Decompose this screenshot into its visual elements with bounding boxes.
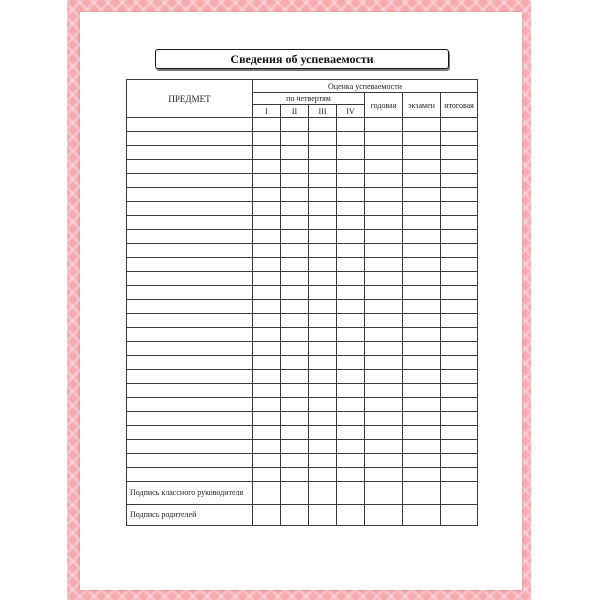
grade-cell[interactable] [337, 174, 365, 188]
grade-cell[interactable] [281, 468, 309, 482]
grade-cell[interactable] [309, 412, 337, 426]
grade-cell[interactable] [253, 202, 281, 216]
subject-cell[interactable] [127, 384, 253, 398]
grade-cell[interactable] [337, 468, 365, 482]
grade-cell[interactable] [337, 314, 365, 328]
subject-cell[interactable] [127, 370, 253, 384]
table-row [127, 440, 478, 454]
signature-cell[interactable] [365, 482, 403, 505]
grade-cell[interactable] [253, 412, 281, 426]
grade-cell[interactable] [253, 384, 281, 398]
quarters-header: по четвертям [253, 93, 365, 105]
signature-cell[interactable] [441, 482, 478, 505]
class-teacher-signature-label: Подпись классного руководителя [127, 482, 253, 505]
grade-cell[interactable] [403, 426, 441, 440]
table-row [127, 258, 478, 272]
signature-cell[interactable] [253, 505, 281, 526]
grade-cell[interactable] [253, 244, 281, 258]
grade-cell[interactable] [309, 216, 337, 230]
subject-cell[interactable] [127, 160, 253, 174]
subject-cell[interactable] [127, 202, 253, 216]
grade-cell[interactable] [365, 384, 403, 398]
grade-cell[interactable] [337, 440, 365, 454]
grades-header: Оценка успеваемости [253, 80, 478, 93]
grade-cell[interactable] [281, 342, 309, 356]
grade-cell[interactable] [365, 356, 403, 370]
grade-cell[interactable] [253, 216, 281, 230]
grade-cell[interactable] [441, 412, 478, 426]
grade-cell[interactable] [337, 272, 365, 286]
table-row [127, 160, 478, 174]
grade-cell[interactable] [441, 146, 478, 160]
grade-cell[interactable] [253, 328, 281, 342]
grade-cell[interactable] [365, 118, 403, 132]
grade-cell[interactable] [403, 188, 441, 202]
grade-cell[interactable] [441, 216, 478, 230]
grade-cell[interactable] [309, 272, 337, 286]
table-row [127, 356, 478, 370]
subject-cell[interactable] [127, 300, 253, 314]
grade-cell[interactable] [281, 328, 309, 342]
grade-cell[interactable] [365, 426, 403, 440]
grade-cell[interactable] [403, 412, 441, 426]
grade-cell[interactable] [365, 230, 403, 244]
final-header: итоговая [441, 93, 478, 118]
parents-signature-label: Подпись родителей [127, 505, 253, 526]
subject-cell[interactable] [127, 230, 253, 244]
signature-cell[interactable] [337, 505, 365, 526]
signature-cell[interactable] [309, 505, 337, 526]
grade-cell[interactable] [281, 244, 309, 258]
grade-cell[interactable] [403, 202, 441, 216]
table-row [127, 468, 478, 482]
grade-cell[interactable] [337, 244, 365, 258]
grade-cell[interactable] [441, 132, 478, 146]
table-row [127, 398, 478, 412]
grade-cell[interactable] [337, 412, 365, 426]
grade-cell[interactable] [337, 454, 365, 468]
grade-cell[interactable] [309, 468, 337, 482]
grade-cell[interactable] [403, 216, 441, 230]
grade-cell[interactable] [337, 356, 365, 370]
quarter-4-header: IV [337, 105, 365, 118]
grade-cell[interactable] [441, 440, 478, 454]
signature-cell[interactable] [365, 505, 403, 526]
grade-cell[interactable] [253, 146, 281, 160]
subject-cell[interactable] [127, 216, 253, 230]
grade-cell[interactable] [309, 314, 337, 328]
grade-cell[interactable] [441, 258, 478, 272]
subject-cell[interactable] [127, 258, 253, 272]
grade-cell[interactable] [281, 132, 309, 146]
signature-cell[interactable] [253, 482, 281, 505]
exam-header: экзамен [403, 93, 441, 118]
table-row [127, 118, 478, 132]
grade-cell[interactable] [337, 160, 365, 174]
grade-cell[interactable] [403, 398, 441, 412]
subject-cell[interactable] [127, 272, 253, 286]
grade-cell[interactable] [253, 258, 281, 272]
grade-cell[interactable] [441, 286, 478, 300]
table-row [127, 300, 478, 314]
grade-cell[interactable] [337, 398, 365, 412]
grade-cell[interactable] [281, 174, 309, 188]
grade-cell[interactable] [253, 272, 281, 286]
grade-cell[interactable] [281, 230, 309, 244]
grade-cell[interactable] [403, 300, 441, 314]
grade-cell[interactable] [337, 384, 365, 398]
table-row [127, 342, 478, 356]
table-row [127, 272, 478, 286]
grade-cell[interactable] [253, 188, 281, 202]
grade-cell[interactable] [309, 160, 337, 174]
grade-cell[interactable] [365, 216, 403, 230]
grade-cell[interactable] [281, 426, 309, 440]
grade-cell[interactable] [365, 132, 403, 146]
grade-cell[interactable] [403, 230, 441, 244]
grade-cell[interactable] [337, 230, 365, 244]
grade-cell[interactable] [281, 412, 309, 426]
grade-cell[interactable] [441, 272, 478, 286]
grade-cell[interactable] [403, 174, 441, 188]
grade-cell[interactable] [281, 202, 309, 216]
page-title: Сведения об успеваемости [155, 49, 449, 69]
grade-cell[interactable] [309, 356, 337, 370]
grade-cell[interactable] [253, 356, 281, 370]
table-row [127, 146, 478, 160]
grade-cell[interactable] [403, 132, 441, 146]
grade-cell[interactable] [253, 342, 281, 356]
grade-cell[interactable] [281, 356, 309, 370]
table-row [127, 286, 478, 300]
grade-cell[interactable] [441, 356, 478, 370]
grade-cell[interactable] [403, 314, 441, 328]
grade-cell[interactable] [365, 188, 403, 202]
grade-cell[interactable] [365, 412, 403, 426]
grades-table [126, 79, 478, 526]
subject-cell[interactable] [127, 412, 253, 426]
grade-cell[interactable] [309, 370, 337, 384]
table-row [127, 412, 478, 426]
grade-cell[interactable] [253, 174, 281, 188]
grade-cell[interactable] [441, 174, 478, 188]
signature-cell[interactable] [309, 482, 337, 505]
grade-cell[interactable] [337, 118, 365, 132]
grade-cell[interactable] [441, 300, 478, 314]
grade-cell[interactable] [403, 328, 441, 342]
grade-cell[interactable] [403, 244, 441, 258]
subject-cell[interactable] [127, 342, 253, 356]
grade-cell[interactable] [281, 146, 309, 160]
grade-cell[interactable] [309, 202, 337, 216]
quarter-3-header: III [309, 105, 337, 118]
grade-cell[interactable] [365, 258, 403, 272]
grade-cell[interactable] [309, 258, 337, 272]
signature-cell[interactable] [403, 505, 441, 526]
grade-cell[interactable] [403, 342, 441, 356]
grade-cell[interactable] [365, 244, 403, 258]
grade-cell[interactable] [403, 356, 441, 370]
grade-cell[interactable] [441, 230, 478, 244]
grade-cell[interactable] [309, 342, 337, 356]
grade-cell[interactable] [309, 398, 337, 412]
grade-cell[interactable] [403, 454, 441, 468]
grade-cell[interactable] [281, 272, 309, 286]
table-row [127, 426, 478, 440]
signature-cell[interactable] [281, 505, 309, 526]
grade-cell[interactable] [337, 216, 365, 230]
subject-cell[interactable] [127, 118, 253, 132]
grade-cell[interactable] [365, 286, 403, 300]
grade-cell[interactable] [309, 146, 337, 160]
grade-cell[interactable] [253, 286, 281, 300]
grade-cell[interactable] [309, 174, 337, 188]
grade-cell[interactable] [281, 216, 309, 230]
grade-cell[interactable] [253, 398, 281, 412]
grade-cell[interactable] [365, 272, 403, 286]
grade-cell[interactable] [365, 454, 403, 468]
grade-cell[interactable] [337, 258, 365, 272]
subject-cell[interactable] [127, 398, 253, 412]
grade-cell[interactable] [403, 160, 441, 174]
grade-cell[interactable] [441, 328, 478, 342]
grade-cell[interactable] [403, 440, 441, 454]
grade-cell[interactable] [441, 160, 478, 174]
grade-cell[interactable] [403, 272, 441, 286]
grade-cell[interactable] [309, 132, 337, 146]
subject-cell[interactable] [127, 314, 253, 328]
signature-cell[interactable] [403, 482, 441, 505]
grade-cell[interactable] [441, 370, 478, 384]
subject-cell[interactable] [127, 132, 253, 146]
grade-cell[interactable] [253, 468, 281, 482]
table-row [127, 370, 478, 384]
subject-cell[interactable] [127, 356, 253, 370]
grade-cell[interactable] [441, 384, 478, 398]
grade-cell[interactable] [403, 384, 441, 398]
table-row [127, 216, 478, 230]
grade-cell[interactable] [403, 146, 441, 160]
grade-cell[interactable] [441, 468, 478, 482]
subject-cell[interactable] [127, 440, 253, 454]
grade-cell[interactable] [281, 188, 309, 202]
table-row [127, 202, 478, 216]
quarter-1-header: I [253, 105, 281, 118]
grade-cell[interactable] [441, 314, 478, 328]
grade-cell[interactable] [253, 132, 281, 146]
grade-cell[interactable] [365, 398, 403, 412]
grade-cell[interactable] [281, 258, 309, 272]
grade-cell[interactable] [365, 174, 403, 188]
grade-cell[interactable] [403, 468, 441, 482]
grade-cell[interactable] [337, 188, 365, 202]
grade-cell[interactable] [403, 258, 441, 272]
grade-cell[interactable] [281, 370, 309, 384]
grade-cell[interactable] [337, 370, 365, 384]
subject-cell[interactable] [127, 244, 253, 258]
grade-cell[interactable] [365, 146, 403, 160]
annual-header: годовая [365, 93, 403, 118]
grade-cell[interactable] [337, 132, 365, 146]
grade-cell[interactable] [441, 398, 478, 412]
grade-cell[interactable] [337, 342, 365, 356]
table-row [127, 328, 478, 342]
grade-cell[interactable] [365, 314, 403, 328]
grade-cell[interactable] [441, 188, 478, 202]
grade-cell[interactable] [365, 202, 403, 216]
grade-cell[interactable] [253, 160, 281, 174]
grade-cell[interactable] [253, 440, 281, 454]
grade-cell[interactable] [365, 440, 403, 454]
table-row [127, 132, 478, 146]
grade-cell[interactable] [337, 286, 365, 300]
grade-cell[interactable] [365, 370, 403, 384]
grade-cell[interactable] [441, 426, 478, 440]
grade-cell[interactable] [253, 300, 281, 314]
table-row [127, 314, 478, 328]
grade-cell[interactable] [253, 118, 281, 132]
grade-cell[interactable] [309, 426, 337, 440]
grade-cell[interactable] [309, 188, 337, 202]
subject-cell[interactable] [127, 454, 253, 468]
subject-cell[interactable] [127, 328, 253, 342]
grade-cell[interactable] [337, 202, 365, 216]
grade-cell[interactable] [441, 118, 478, 132]
grade-cell[interactable] [441, 202, 478, 216]
grade-cell[interactable] [309, 244, 337, 258]
table-row [127, 384, 478, 398]
signature-cell[interactable] [441, 505, 478, 526]
grade-cell[interactable] [253, 314, 281, 328]
grade-cell[interactable] [365, 328, 403, 342]
grade-cell[interactable] [281, 160, 309, 174]
table-row [127, 454, 478, 468]
grade-cell[interactable] [253, 370, 281, 384]
grade-cell[interactable] [309, 300, 337, 314]
grade-cell[interactable] [281, 118, 309, 132]
grade-cell[interactable] [281, 384, 309, 398]
grade-cell[interactable] [337, 146, 365, 160]
grade-cell[interactable] [281, 286, 309, 300]
grade-cell[interactable] [281, 398, 309, 412]
grade-cell[interactable] [253, 454, 281, 468]
grade-cell[interactable] [403, 370, 441, 384]
grade-cell[interactable] [365, 300, 403, 314]
grade-cell[interactable] [281, 314, 309, 328]
quarter-2-header: II [281, 105, 309, 118]
grade-cell[interactable] [309, 118, 337, 132]
table-row [127, 230, 478, 244]
grade-cell[interactable] [365, 468, 403, 482]
grade-cell[interactable] [281, 454, 309, 468]
grade-cell[interactable] [309, 286, 337, 300]
grade-cell[interactable] [253, 426, 281, 440]
subject-cell[interactable] [127, 286, 253, 300]
signature-cell[interactable] [337, 482, 365, 505]
grade-cell[interactable] [403, 286, 441, 300]
grade-cell[interactable] [365, 342, 403, 356]
subject-cell[interactable] [127, 146, 253, 160]
grade-cell[interactable] [281, 300, 309, 314]
grade-cell[interactable] [365, 160, 403, 174]
grade-cell[interactable] [253, 230, 281, 244]
grade-cell[interactable] [309, 384, 337, 398]
grade-cell[interactable] [403, 118, 441, 132]
subject-header: ПРЕДМЕТ [127, 80, 253, 118]
grade-cell[interactable] [281, 440, 309, 454]
grade-cell[interactable] [441, 342, 478, 356]
grade-cell[interactable] [309, 440, 337, 454]
subject-cell[interactable] [127, 188, 253, 202]
grade-cell[interactable] [337, 300, 365, 314]
subject-cell[interactable] [127, 426, 253, 440]
grade-cell[interactable] [441, 454, 478, 468]
grade-cell[interactable] [309, 230, 337, 244]
subject-cell[interactable] [127, 174, 253, 188]
grade-cell[interactable] [441, 244, 478, 258]
page [80, 12, 522, 590]
grade-cell[interactable] [309, 454, 337, 468]
table-row [127, 188, 478, 202]
table-row [127, 244, 478, 258]
grade-cell[interactable] [337, 426, 365, 440]
grade-cell[interactable] [337, 328, 365, 342]
signature-cell[interactable] [281, 482, 309, 505]
grade-cell[interactable] [309, 328, 337, 342]
table-row [127, 174, 478, 188]
subject-cell[interactable] [127, 468, 253, 482]
